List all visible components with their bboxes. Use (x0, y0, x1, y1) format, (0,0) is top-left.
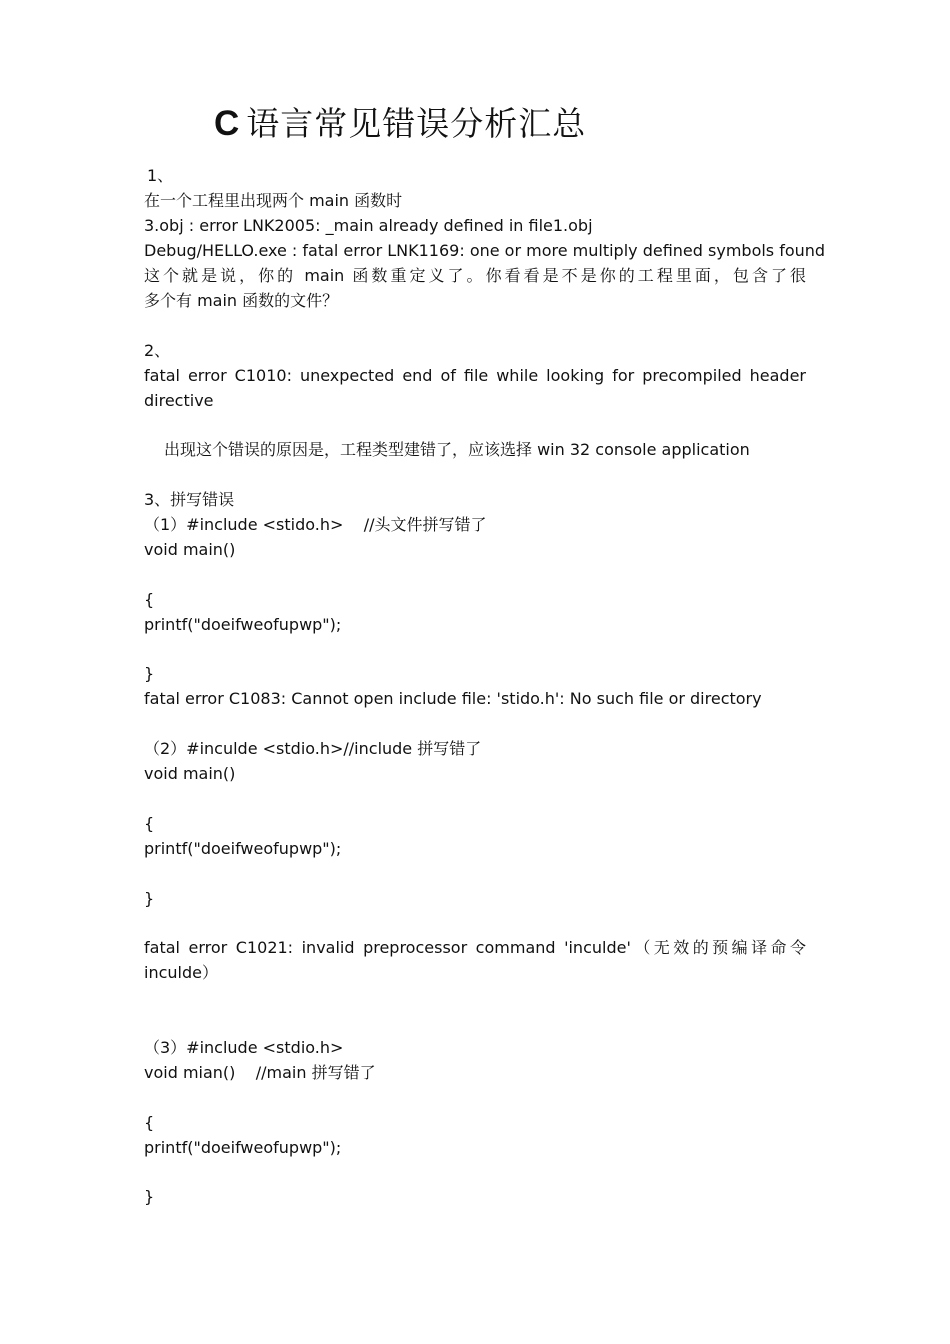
code-example-1-open-brace: { (144, 590, 155, 609)
error-message-lnk2005: 3.obj : error LNK2005: _main already defined in file1.obj (144, 216, 593, 235)
section-1-heading: 在一个工程里出现两个 main 函数时 (144, 191, 403, 210)
cause-explanation: 出现这个错误的原因是，工程类型建错了，应该选择 win 32 console application (164, 440, 750, 459)
explanation-line-2: 多个有 main 函数的文件？ (144, 291, 339, 310)
code-example-2-open-brace: { (144, 814, 155, 833)
code-example-3-close-brace: } (144, 1187, 155, 1206)
section-2-number: 2、 (144, 341, 171, 360)
page-title (214, 102, 586, 146)
code-example-3-include: （3）#include <stdio.h> (144, 1038, 344, 1057)
section-3-heading: 3、拼写错误 (144, 490, 235, 509)
code-example-2-main: void main() (144, 764, 236, 783)
code-example-3-open-brace: { (144, 1113, 155, 1132)
code-example-1-printf: printf("doeifweofupwp"); (144, 615, 342, 634)
error-message-c1021-continued: inculde） (144, 963, 218, 982)
code-example-3-main: void mian() //main 拼写错了 (144, 1063, 376, 1082)
error-message-c1021: fatal error C1021: invalid preprocessor command 'inculde'（无效的预编译命令 (144, 938, 806, 957)
code-example-2-include: （2）#inculde <stdio.h>//include 拼写错了 (144, 739, 482, 758)
code-example-1-close-brace: } (144, 664, 155, 683)
code-example-1-include: （1）#include <stido.h> //头文件拼写错了 (144, 515, 487, 534)
error-message-c1010-continued: directive (144, 391, 214, 410)
error-message-c1083: fatal error C1083: Cannot open include file: 'stido.h': No such file or directory (144, 689, 762, 708)
error-message-lnk1169: Debug/HELLO.exe : fatal error LNK1169: one or more multiply defined symbols found (144, 241, 826, 260)
title-prefix: C (214, 104, 241, 143)
code-example-1-main: void main() (144, 540, 236, 559)
explanation-line-1: 这个就是说，你的 main 函数重定义了。你看看是不是你的工程里面，包含了很 (144, 266, 806, 285)
code-example-3-printf: printf("doeifweofupwp"); (144, 1138, 342, 1157)
title-main: 语言常见错误分析汇总 (246, 104, 587, 143)
code-example-2-close-brace: } (144, 889, 155, 908)
error-message-c1010: fatal error C1010: unexpected end of file while looking for precompiled header (144, 366, 806, 385)
section-1-number: 1、 (147, 166, 174, 185)
code-example-2-printf: printf("doeifweofupwp"); (144, 839, 342, 858)
